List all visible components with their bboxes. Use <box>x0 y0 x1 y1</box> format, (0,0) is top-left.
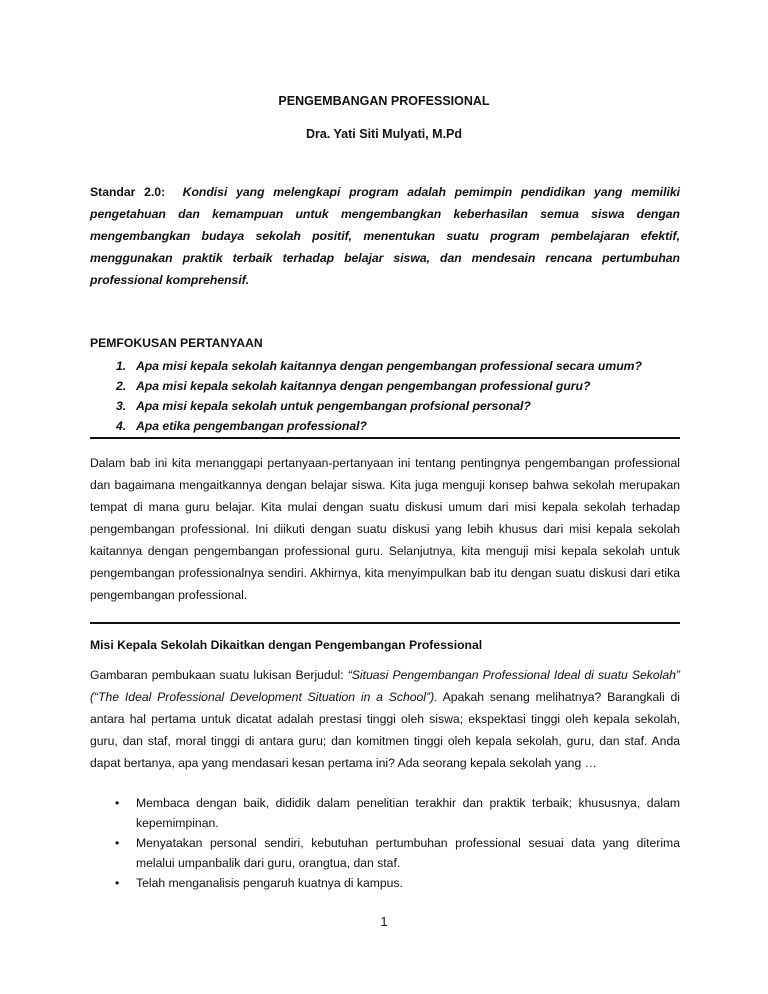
document-author: Dra. Yati Siti Mulyati, M.Pd <box>305 127 463 141</box>
horizontal-divider <box>90 622 680 624</box>
standard-statement <box>90 181 680 291</box>
bullet-text: Telah menganalisis pengaruh kuatnya di kampus. <box>136 876 403 890</box>
bullet-text: Membaca dengan baik, dididik dalam penelitian terakhir dan praktik terbaik; khususnya, dalam kepemimpinan. <box>136 796 680 830</box>
bullet-icon: • <box>115 796 120 810</box>
question-text: Apa misi kepala sekolah untuk pengembangan profsional personal? <box>136 399 531 413</box>
horizontal-divider <box>90 437 680 439</box>
section-paragraph-quote: “Situasi Pengembangan Professional Ideal di suatu Sekolah” (“The Ideal Professional Development Situation in a School”). <box>90 668 680 704</box>
standard-text: Kondisi yang melengkapi program adalah pemimpin pendidikan yang memiliki pengetahuan dan kemampuan untuk mengembangkan keberhasilan semua siswa dengan mengembangkan budaya sekolah positif, menentukan suatu program pembelajaran efektif, menggunakan praktik terbaik terhadap belajar siswa, dan mendesain rencana pertumbuhan professional komprehensif. <box>90 185 681 287</box>
question-text: Apa misi kepala sekolah kaitannya dengan pengembangan professional secara umum? <box>136 359 642 373</box>
question-text: Apa etika pengembangan professional? <box>136 419 367 433</box>
question-number: 4. <box>116 419 127 433</box>
bullet-list <box>90 793 680 893</box>
standard-label: Standar 2.0: <box>90 185 166 199</box>
section-paragraph-rest: Apakah senang melihatnya? Barangkali di antara hal pertama untuk dicatat adalah prestasi tinggi oleh siswa; ekspektasi tinggi oleh kepala sekolah, guru, dan staf, moral tinggi di antara guru; dan komitmen tinggi oleh kepala sekolah, guru, dan staf. Anda dapat bertanya, apa yang mendasari kesan pertama ini? Ada seorang kepala sekolah yang … <box>90 690 680 770</box>
question-item <box>90 376 680 396</box>
focus-questions-list <box>90 356 680 436</box>
bullet-icon: • <box>115 876 120 890</box>
question-number: 2. <box>116 379 127 393</box>
question-number: 1. <box>116 359 127 373</box>
bullet-text: Menyatakan personal sendiri, kebutuhan pertumbuhan professional sesuai data yang diterima melalui umpanbalik dari guru, orangtua, dan staf. <box>136 836 680 870</box>
bullet-icon: • <box>115 836 120 850</box>
bullet-item <box>90 833 680 873</box>
section-paragraph <box>90 664 680 774</box>
document-title: PENGEMBANGAN PROFESSIONAL <box>278 94 490 108</box>
question-number: 3. <box>116 399 127 413</box>
intro-paragraph: Dalam bab ini kita menanggapi pertanyaan-pertanyaan ini tentang pentingnya pengembangan professional dan bagaimana mengaitkannya dengan belajar siswa. Kita juga menguji konsep bahwa sekolah merupakan tempat di mana guru belajar. Kita mulai dengan suatu diskusi umum dari misi kepala sekolah terhadap pengembangan professional. Ini diikuti dengan suatu diskusi yang lebih khusus dari misi kepala sekolah kaitannya dengan pengembangan professional guru. Selanjutnya, kita menguji misi kepala sekolah untuk pengembangan professionalnya sendiri. Akhirnya, kita menyimpulkan bab itu dengan suatu diskusi dari etika pengembangan professional. <box>90 456 680 602</box>
bullet-item <box>90 873 680 893</box>
bullet-item <box>90 793 680 833</box>
question-text: Apa misi kepala sekolah kaitannya dengan pengembangan professional guru? <box>136 379 591 393</box>
question-item <box>90 396 680 416</box>
page-number: 1 <box>380 915 388 929</box>
focus-questions-heading: PEMFOKUSAN PERTANYAAN <box>90 336 263 350</box>
section-heading: Misi Kepala Sekolah Dikaitkan dengan Pengembangan Professional <box>90 638 483 652</box>
section-paragraph-lead: Gambaran pembukaan suatu lukisan Berjudul: <box>90 668 348 682</box>
question-item <box>90 416 680 436</box>
question-item <box>90 356 680 376</box>
